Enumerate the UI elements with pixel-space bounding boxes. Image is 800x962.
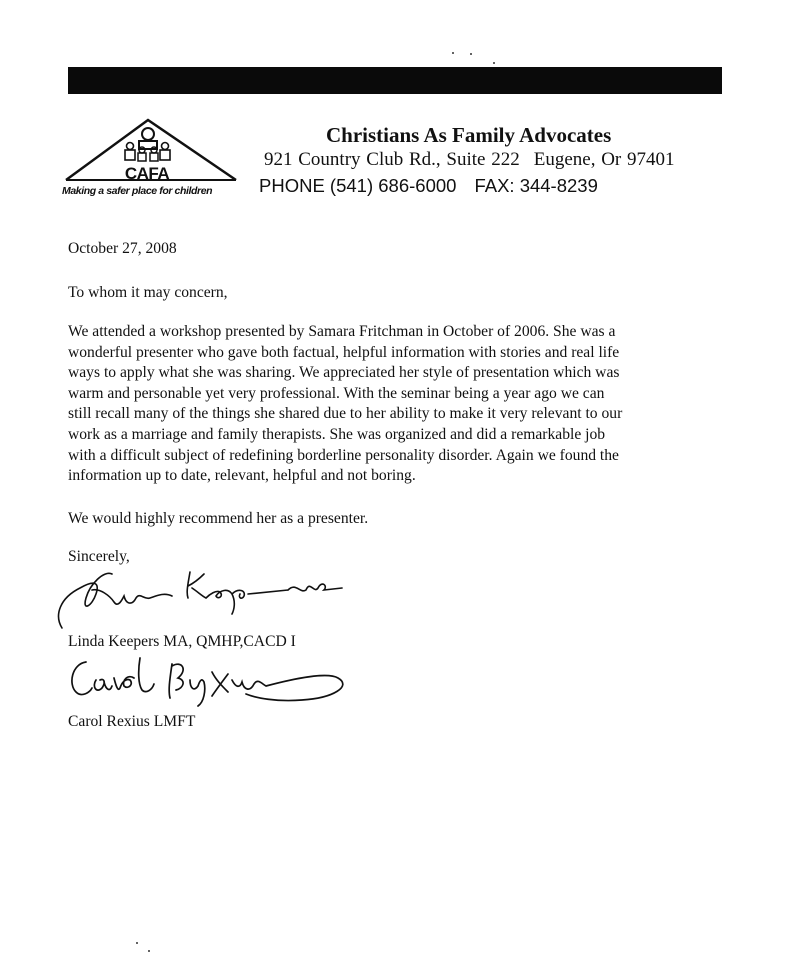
linda-keepers-signature <box>52 560 352 632</box>
letterhead-black-bar <box>68 67 722 94</box>
phone-number: PHONE (541) 686-6000 <box>259 175 457 196</box>
body-line: We attended a workshop presented by Samara Fritchman in October of 2006. She was a <box>68 323 616 340</box>
letter-date: October 27, 2008 <box>68 240 177 257</box>
logo-tagline: Making a safer place for children <box>62 185 213 197</box>
organization-address <box>264 149 675 171</box>
carol-rexius-signature <box>66 650 356 710</box>
svg-text:CAFA: CAFA <box>124 164 170 183</box>
body-line: information up to date, relevant, helpful and not boring. <box>68 467 416 485</box>
body-line: warm and personable yet very professional. With the seminar being a year ago we can <box>68 384 605 402</box>
city-state-zip: Eugene, Or 97401 <box>533 149 675 170</box>
cafa-logo-graphic <box>58 118 254 186</box>
street-address: 921 Country Club Rd., Suite 222 <box>264 149 520 170</box>
signatory-1: Linda Keepers MA, QMHP,CACD I <box>68 633 296 650</box>
scan-speck <box>493 62 495 64</box>
body-line: ways to apply what she was sharing. We appreciated her style of presentation which was <box>68 364 620 382</box>
signatory-2: Carol Rexius LMFT <box>68 713 196 730</box>
scan-speck <box>148 950 150 952</box>
body-line: still recall many of the things she shared due to her ability to make it very relevant to our <box>68 405 623 423</box>
fax-number: FAX: 344-8239 <box>474 175 598 196</box>
cafa-logo <box>58 118 254 204</box>
scan-speck <box>136 942 138 944</box>
body-line: with a difficult subject of redefining borderline personality disorder. Again we found the <box>68 446 619 464</box>
scan-speck <box>452 52 454 54</box>
body-line: wonderful presenter who gave both factual, helpful information with stories and real life <box>68 343 620 361</box>
organization-contact <box>259 175 598 197</box>
closing: Sincerely, <box>68 548 130 565</box>
body-line: work as a marriage and family therapists. She was organized and did a remarkable job <box>68 425 606 443</box>
salutation: To whom it may concern, <box>68 284 228 301</box>
scan-speck <box>470 53 472 55</box>
letter-body <box>68 322 622 487</box>
organization-name: Christians As Family Advocates <box>326 123 612 147</box>
recommendation: We would highly recommend her as a presenter. <box>68 510 369 527</box>
